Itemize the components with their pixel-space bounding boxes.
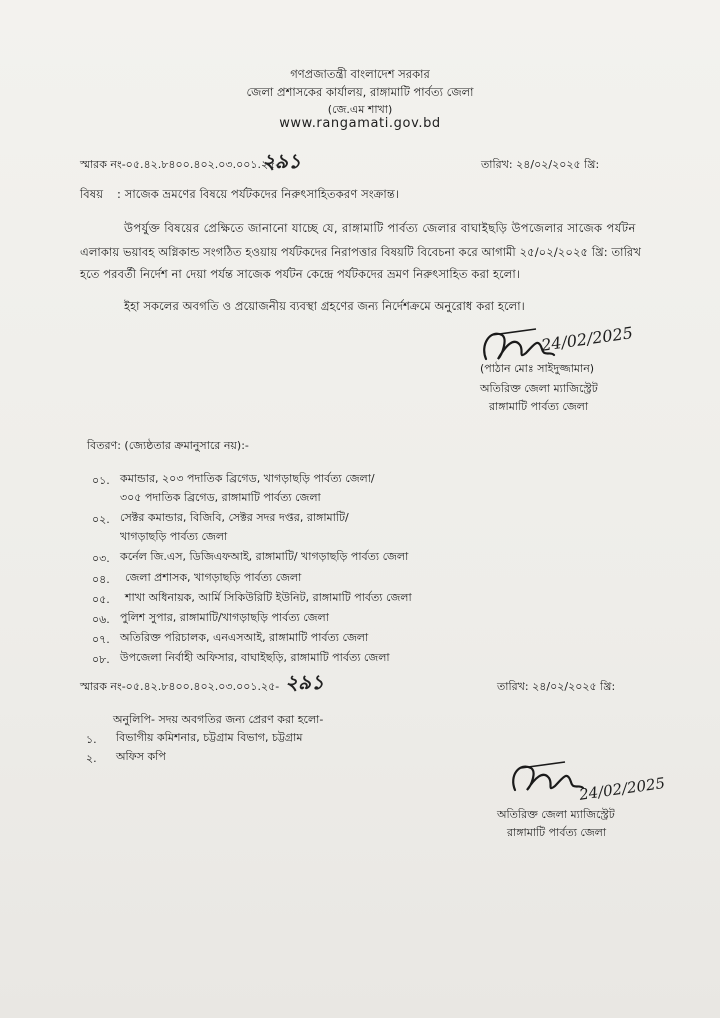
signature-1-handwritten-date: 24/02/2025 — [540, 323, 634, 355]
distribution-item: কমান্ডার, ২০৩ পদাতিক ব্রিগেড, খাগড়াছড়ি পার্বত্য জেলা/ — [120, 472, 375, 485]
distribution-item: উপজেলা নির্বাহী অফিসার, বাঘাইছড়ি, রাঙ্গামাটি পার্বত্য জেলা — [120, 651, 390, 664]
memo2-date: তারিখ: ২৪/০২/২০২৫ খ্রি: — [497, 680, 616, 693]
body-para1-line2: এলাকায় ভয়াবহ অগ্নিকান্ড সংগঠিত হওয়ায় পর্যটকদের নিরাপত্তার বিষয়টি বিবেচনা করে আগামী ২৫/০২/২০২৫ খ্রি: তারিখ — [80, 245, 641, 259]
copy-heading: অনুলিপি- সদয় অবগতির জন্য প্রেরণ করা হলো- — [113, 713, 324, 726]
office-name: জেলা প্রশাসকের কার্যালয়, রাঙ্গামাটি পার্বত্য জেলা — [246, 85, 474, 99]
distribution-item: খাগড়াছড়ি পার্বত্য জেলা — [120, 530, 228, 543]
memo-reference-number: ২৯১ — [262, 149, 301, 173]
signatory-name: (পাঠান মোঃ সাইদুজ্জামান) — [480, 362, 595, 375]
subject-label: বিষয় — [80, 187, 104, 201]
distribution-item-number: ০১. — [92, 474, 110, 487]
distribution-item-number: ০৫. — [92, 593, 110, 606]
copy-item-number: ১. — [86, 733, 97, 746]
copy-item: বিভাগীয় কমিশনার, চট্টগ্রাম বিভাগ, চট্টগ্রাম — [116, 731, 303, 744]
distribution-item: শাখা অধিনায়ক, আর্মি সিকিউরিটি ইউনিট, রাঙ্গামাটি পার্বত্য জেলা — [125, 591, 412, 604]
copy-item-number: ২. — [86, 752, 97, 765]
government-name: গণপ্রজাতন্ত্রী বাংলাদেশ সরকার — [290, 67, 430, 81]
memo-date: তারিখ: ২৪/০২/২০২৫ খ্রি: — [481, 158, 600, 171]
distribution-heading: বিতরণ: (জ্যেষ্ঠতার ক্রমানুসারে নয়):- — [87, 439, 249, 452]
distribution-item: সেক্টর কমান্ডার, বিজিবি, সেক্টর সদর দপ্তর, রাঙ্গামাটি/ — [120, 511, 349, 524]
distribution-item: ৩০৫ পদাতিক ব্রিগেড, রাঙ্গামাটি পার্বত্য জেলা — [120, 491, 321, 504]
distribution-item-number: ০২. — [92, 513, 110, 526]
section-name: (জে.এম শাখা) — [327, 103, 393, 116]
subject-text: : সাজেক ভ্রমণের বিষয়ে পর্যটকদের নিরুৎসাহিতকরণ সংক্রান্ত। — [117, 187, 400, 201]
memo2-reference-prefix: স্মারক নং-০৫.৪২.৮৪০০.৪০২.০৩.০০১.২৫- — [80, 680, 280, 693]
memo-reference — [80, 156, 279, 175]
memo-reference-prefix: স্মারক নং-০৫.৪২.৮৪০০.৪০২.০৩.০০১.২৫- — [80, 158, 280, 171]
distribution-item-number: ০৮. — [92, 653, 110, 666]
distribution-item-number: ০৩. — [92, 552, 110, 565]
distribution-item: জেলা প্রশাসক, খাগড়াছড়ি পার্বত্য জেলা — [125, 571, 302, 584]
distribution-item: অতিরিক্ত পরিচালক, এনএসআই, রাঙ্গামাটি পার্বত্য জেলা — [120, 631, 369, 644]
distribution-item-number: ০৭. — [92, 633, 110, 646]
signatory-2-title: অতিরিক্ত জেলা ম্যাজিস্ট্রেট — [497, 808, 615, 821]
signature-2-handwritten-date: 24/02/2025 — [578, 773, 667, 804]
distribution-item: পুলিশ সুপার, রাঙ্গামাটি/খাগড়াছড়ি পার্বত্য জেলা — [120, 611, 329, 624]
signatory-2-office: রাঙ্গামাটি পার্বত্য জেলা — [507, 826, 607, 839]
body-para1-line1: উপর্যুক্ত বিষয়ের প্রেক্ষিতে জানানো যাচ্ছে যে, রাঙ্গামাটি পার্বত্য জেলার বাঘাইছড়ি উপজেলার সাজেক পর্যটন — [124, 221, 636, 235]
body-para2: ইহা সকলের অবগতি ও প্রয়োজনীয় ব্যবস্থা গ্রহণের জন্য নির্দেশক্রমে অনুরোধ করা হলো। — [124, 299, 525, 313]
copy-item: অফিস কপি — [116, 750, 166, 763]
distribution-item-number: ০৪. — [92, 573, 110, 586]
distribution-item: কর্নেল জি.এস, ডিজিএফআই, রাঙ্গামাটি/ খাগড়াছড়ি পার্বত্য জেলা — [120, 550, 409, 563]
website: www.rangamati.gov.bd — [279, 116, 441, 131]
signatory-office: রাঙ্গামাটি পার্বত্য জেলা — [489, 400, 589, 413]
distribution-item-number: ০৬. — [92, 613, 110, 626]
memo2-reference-number: ২৯১ — [285, 670, 324, 694]
body-para1-line3: হতে পরবর্তী নির্দেশ না দেয়া পর্যন্ত সাজেক পর্যটন কেন্দ্রে পর্যটকদের ভ্রমণ নিরুৎসাহিত করা হলো। — [80, 267, 520, 281]
signatory-title: অতিরিক্ত জেলা ম্যাজিস্ট্রেট — [480, 382, 598, 395]
